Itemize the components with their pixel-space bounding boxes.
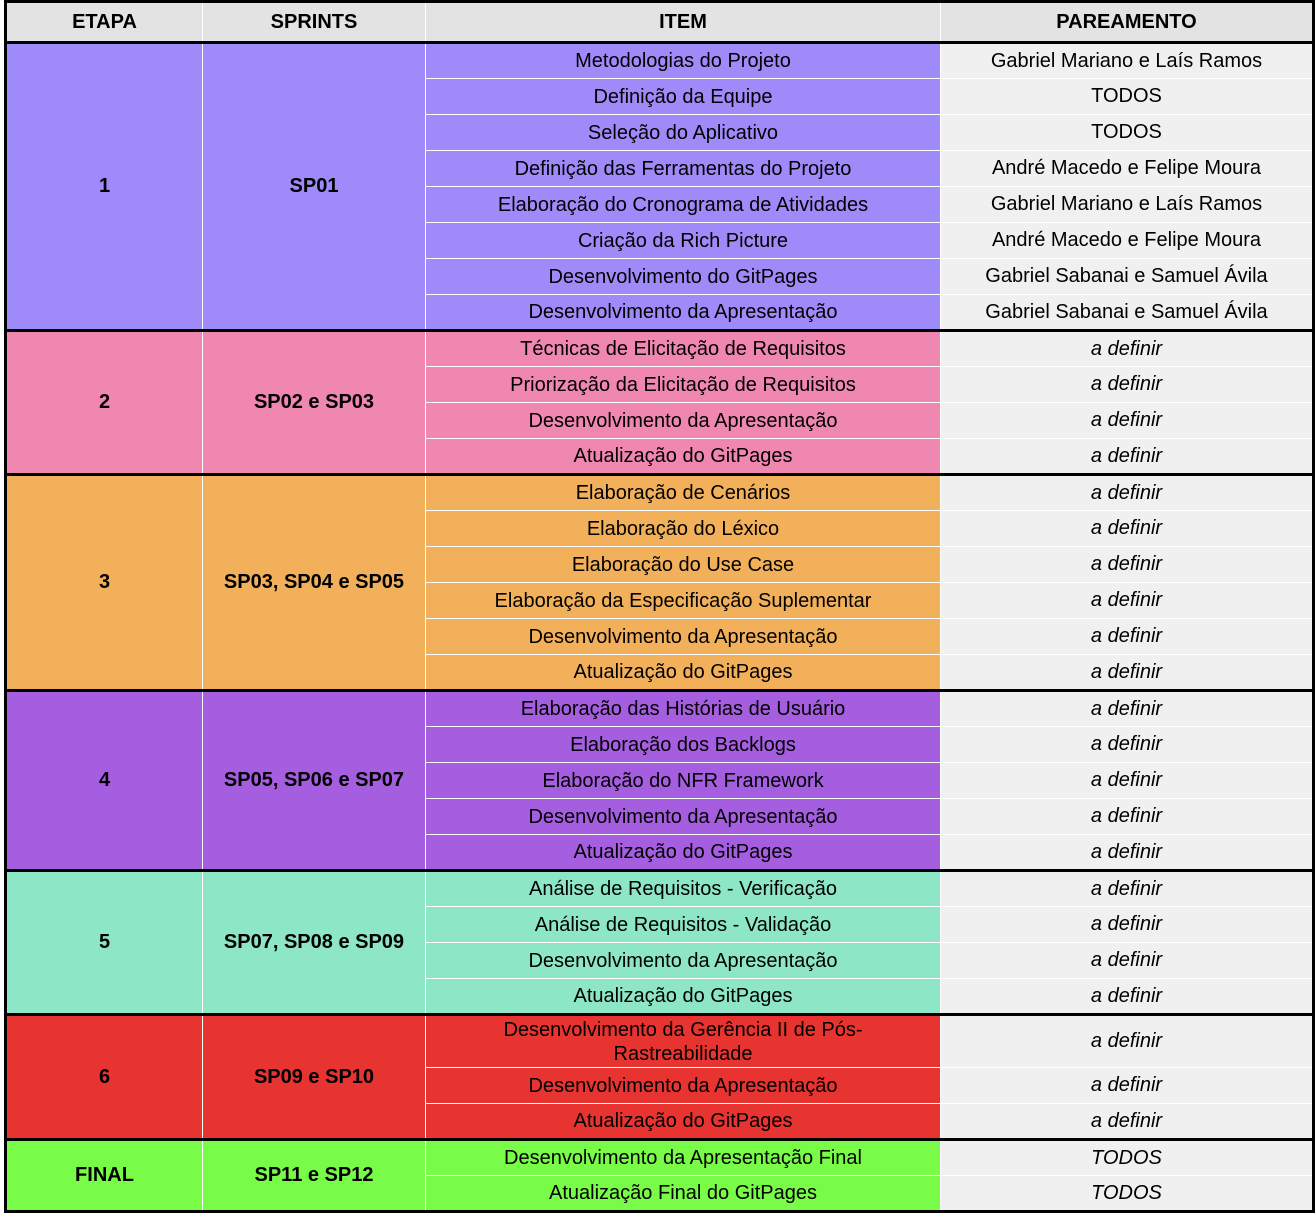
- item-cell[interactable]: Elaboração das Histórias de Usuário: [426, 691, 941, 727]
- pairing-cell[interactable]: a definir: [941, 403, 1314, 439]
- schedule-sheet: [4, 0, 1315, 1213]
- pairing-cell[interactable]: a definir: [941, 331, 1314, 367]
- pairing-cell[interactable]: a definir: [941, 799, 1314, 835]
- item-cell[interactable]: Atualização do GitPages: [426, 439, 941, 475]
- pairing-cell[interactable]: a definir: [941, 871, 1314, 907]
- stage-cell[interactable]: 5: [6, 871, 203, 1015]
- item-cell[interactable]: Priorização da Elicitação de Requisitos: [426, 367, 941, 403]
- header-item[interactable]: ITEM: [426, 2, 941, 43]
- pairing-cell[interactable]: a definir: [941, 655, 1314, 691]
- item-cell[interactable]: Desenvolvimento da Apresentação Final: [426, 1140, 941, 1176]
- pairing-cell[interactable]: a definir: [941, 835, 1314, 871]
- pairing-cell[interactable]: a definir: [941, 367, 1314, 403]
- table-row: [6, 691, 1314, 727]
- pairing-cell[interactable]: a definir: [941, 475, 1314, 511]
- header-pareamento[interactable]: PAREAMENTO: [941, 2, 1314, 43]
- item-cell[interactable]: Desenvolvimento da Apresentação: [426, 943, 941, 979]
- item-cell[interactable]: Desenvolvimento da Apresentação: [426, 1068, 941, 1104]
- table-row: [6, 1015, 1314, 1068]
- item-cell[interactable]: Atualização do GitPages: [426, 655, 941, 691]
- sprints-cell[interactable]: SP01: [203, 43, 426, 331]
- sprints-cell[interactable]: SP07, SP08 e SP09: [203, 871, 426, 1015]
- pairing-cell[interactable]: a definir: [941, 619, 1314, 655]
- stage-cell[interactable]: 3: [6, 475, 203, 691]
- item-cell[interactable]: Atualização do GitPages: [426, 835, 941, 871]
- pairing-cell[interactable]: a definir: [941, 907, 1314, 943]
- item-cell[interactable]: Desenvolvimento da Apresentação: [426, 799, 941, 835]
- item-cell[interactable]: Elaboração de Cenários: [426, 475, 941, 511]
- item-cell[interactable]: Atualização do GitPages: [426, 979, 941, 1015]
- item-cell[interactable]: Seleção do Aplicativo: [426, 115, 941, 151]
- pairing-cell[interactable]: a definir: [941, 979, 1314, 1015]
- pairing-cell[interactable]: Gabriel Mariano e Laís Ramos: [941, 43, 1314, 79]
- item-cell[interactable]: Criação da Rich Picture: [426, 223, 941, 259]
- stage-cell[interactable]: FINAL: [6, 1140, 203, 1212]
- pairing-cell[interactable]: TODOS: [941, 115, 1314, 151]
- pairing-cell[interactable]: TODOS: [941, 1176, 1314, 1212]
- stage-cell[interactable]: 6: [6, 1015, 203, 1140]
- table-row: [6, 475, 1314, 511]
- table-header: [6, 2, 1314, 43]
- pairing-cell[interactable]: Gabriel Sabanai e Samuel Ávila: [941, 295, 1314, 331]
- header-etapa[interactable]: ETAPA: [6, 2, 203, 43]
- pairing-cell[interactable]: a definir: [941, 943, 1314, 979]
- pairing-cell[interactable]: a definir: [941, 1015, 1314, 1068]
- stage-cell[interactable]: 2: [6, 331, 203, 475]
- item-cell[interactable]: Desenvolvimento da Apresentação: [426, 295, 941, 331]
- table-body: [6, 43, 1314, 1212]
- item-cell[interactable]: Análise de Requisitos - Validação: [426, 907, 941, 943]
- item-cell[interactable]: Metodologias do Projeto: [426, 43, 941, 79]
- pairing-cell[interactable]: a definir: [941, 511, 1314, 547]
- sprints-cell[interactable]: SP03, SP04 e SP05: [203, 475, 426, 691]
- pairing-cell[interactable]: TODOS: [941, 79, 1314, 115]
- item-cell[interactable]: Desenvolvimento da Gerência II de Pós- Rastreabilidade: [426, 1015, 941, 1068]
- table-row: [6, 331, 1314, 367]
- item-cell[interactable]: Atualização Final do GitPages: [426, 1176, 941, 1212]
- item-cell[interactable]: Elaboração do Cronograma de Atividades: [426, 187, 941, 223]
- pairing-cell[interactable]: André Macedo e Felipe Moura: [941, 223, 1314, 259]
- pairing-cell[interactable]: TODOS: [941, 1140, 1314, 1176]
- table-row: [6, 871, 1314, 907]
- item-cell[interactable]: Atualização do GitPages: [426, 1104, 941, 1140]
- item-cell[interactable]: Elaboração dos Backlogs: [426, 727, 941, 763]
- pairing-cell[interactable]: a definir: [941, 763, 1314, 799]
- stage-cell[interactable]: 1: [6, 43, 203, 331]
- sprints-cell[interactable]: SP11 e SP12: [203, 1140, 426, 1212]
- stage-cell[interactable]: 4: [6, 691, 203, 871]
- pairing-cell[interactable]: a definir: [941, 691, 1314, 727]
- sprints-cell[interactable]: SP05, SP06 e SP07: [203, 691, 426, 871]
- item-cell[interactable]: Análise de Requisitos - Verificação: [426, 871, 941, 907]
- item-cell[interactable]: Definição da Equipe: [426, 79, 941, 115]
- pairing-cell[interactable]: a definir: [941, 1068, 1314, 1104]
- item-cell[interactable]: Desenvolvimento do GitPages: [426, 259, 941, 295]
- table-row: [6, 1140, 1314, 1176]
- pairing-cell[interactable]: André Macedo e Felipe Moura: [941, 151, 1314, 187]
- header-sprints[interactable]: SPRINTS: [203, 2, 426, 43]
- item-cell[interactable]: Elaboração do Léxico: [426, 511, 941, 547]
- pairing-cell[interactable]: a definir: [941, 583, 1314, 619]
- pairing-cell[interactable]: a definir: [941, 1104, 1314, 1140]
- item-cell[interactable]: Elaboração do Use Case: [426, 547, 941, 583]
- schedule-table: [4, 0, 1315, 1213]
- sprints-cell[interactable]: SP09 e SP10: [203, 1015, 426, 1140]
- item-cell[interactable]: Elaboração do NFR Framework: [426, 763, 941, 799]
- pairing-cell[interactable]: Gabriel Mariano e Laís Ramos: [941, 187, 1314, 223]
- item-cell[interactable]: Desenvolvimento da Apresentação: [426, 403, 941, 439]
- sprints-cell[interactable]: SP02 e SP03: [203, 331, 426, 475]
- pairing-cell[interactable]: a definir: [941, 547, 1314, 583]
- pairing-cell[interactable]: a definir: [941, 727, 1314, 763]
- pairing-cell[interactable]: a definir: [941, 439, 1314, 475]
- item-cell[interactable]: Elaboração da Especificação Suplementar: [426, 583, 941, 619]
- table-row: [6, 43, 1314, 79]
- item-cell[interactable]: Definição das Ferramentas do Projeto: [426, 151, 941, 187]
- item-cell[interactable]: Desenvolvimento da Apresentação: [426, 619, 941, 655]
- pairing-cell[interactable]: Gabriel Sabanai e Samuel Ávila: [941, 259, 1314, 295]
- item-cell[interactable]: Técnicas de Elicitação de Requisitos: [426, 331, 941, 367]
